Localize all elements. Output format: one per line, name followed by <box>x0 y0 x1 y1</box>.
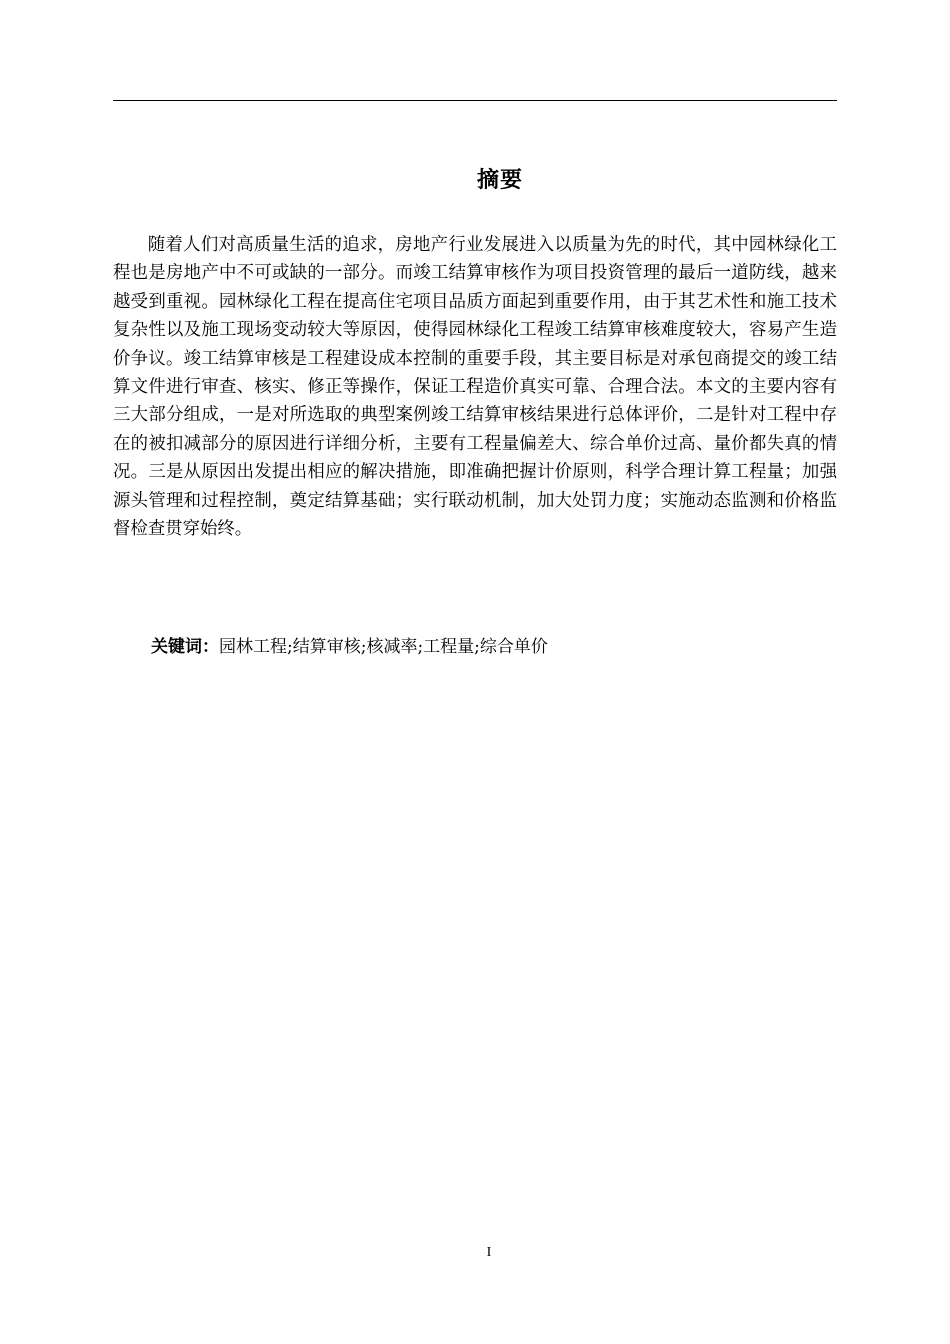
keywords-line <box>151 634 548 660</box>
abstract-title: 摘要 <box>476 168 523 193</box>
keywords-label: 关键词： <box>151 637 219 657</box>
page-number: I <box>486 1245 492 1260</box>
header-rule <box>113 100 837 101</box>
abstract-body: 随着人们对高质量生活的追求，房地产行业发展进入以质量为先的时代，其中园林绿化工程也是房地产中不可或缺的一部分。而竣工结算审核作为项目投资管理的最后一道防线，越来越受到重视。园林绿化工程在提高住宅项目品质方面起到重要作用，由于其艺术性和施工技术复杂性以及施工现场变动较大等原因，使得园林绿化工程竣工结算审核难度较大，容易产生造价争议。竣工结算审核是工程建设成本控制的重要手段，其主要目标是对承包商提交的竣工结算文件进行审查、核实、修正等操作，保证工程造价真实可靠、合理合法。本文的主要内容有三大部分组成，一是对所选取的典型案例竣工结算审核结果进行总体评价，二是针对工程中存在的被扣减部分的原因进行详细分析，主要有工程量偏差大、综合单价过高、量价都失真的情况。三是从原因出发提出相应的解决措施，即准确把握计价原则，科学合理计算工程量；加强源头管理和过程控制，奠定结算基础；实行联动机制，加大处罚力度；实施动态监测和价格监督检查贯穿始终。 <box>113 235 837 540</box>
keywords-value: 园林工程;结算审核;核减率;工程量;综合单价 <box>219 637 548 657</box>
